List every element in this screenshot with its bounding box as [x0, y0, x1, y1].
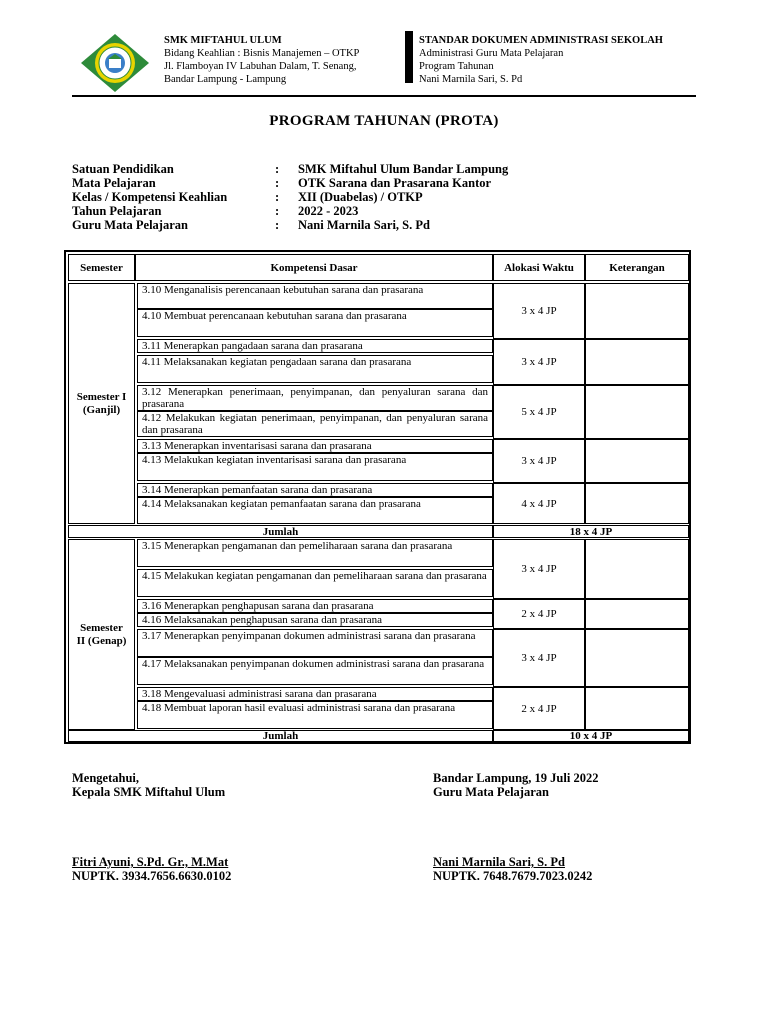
- info-value: SMK Miftahul Ulum Bandar Lampung: [298, 162, 509, 176]
- info-colon: :: [275, 190, 280, 204]
- info-label: Satuan Pendidikan: [72, 162, 174, 176]
- alokasi-cell: 4 x 4 JP: [493, 483, 585, 524]
- alokasi-cell: 3 x 4 JP: [493, 629, 585, 687]
- sign-right-line-1: Bandar Lampung, 19 Juli 2022: [433, 771, 599, 785]
- semester-2-label: Semester II (Genap): [68, 539, 135, 730]
- info-value: Nani Marnila Sari, S. Pd: [298, 218, 430, 232]
- alokasi-cell: 2 x 4 JP: [493, 687, 585, 730]
- prota-table: [64, 250, 691, 744]
- jumlah-total: 18 x 4 JP: [493, 525, 689, 538]
- standard-line-3: Nani Marnila Sari, S. Pd: [419, 74, 523, 85]
- sign-right-line-2: Guru Mata Pelajaran: [433, 785, 549, 799]
- alokasi-cell: 3 x 4 JP: [493, 439, 585, 483]
- info-value: XII (Duabelas) / OTKP: [298, 190, 423, 204]
- kd-row: 4.18 Membuat laporan hasil evaluasi administrasi sarana dan prasarana: [137, 701, 493, 729]
- kd-row: 4.13 Melakukan kegiatan inventarisasi sarana dan prasarana: [137, 453, 493, 481]
- header-semester: Semester: [68, 254, 135, 281]
- kd-row: 3.10 Menganalisis perencanaan kebutuhan sarana dan prasarana: [137, 283, 493, 309]
- sign-left-nuptk: NUPTK. 3934.7656.6630.0102: [72, 869, 232, 883]
- standard-line-1: Administrasi Guru Mata Pelajaran: [419, 48, 564, 59]
- info-colon: :: [275, 204, 280, 218]
- semester-1-label: Semester I (Ganjil): [68, 283, 135, 524]
- document-header: [72, 31, 696, 97]
- info-colon: :: [275, 218, 280, 232]
- school-field: Bidang Keahlian : Bisnis Manajemen – OTKP: [164, 48, 360, 59]
- sign-left-line-2: Kepala SMK Miftahul Ulum: [72, 785, 226, 799]
- jumlah-label: Jumlah: [68, 525, 493, 538]
- kd-row: 3.14 Menerapkan pemanfaatan sarana dan prasarana: [137, 483, 493, 497]
- info-value: OTK Sarana dan Prasarana Kantor: [298, 176, 492, 190]
- sign-left-name: Fitri Ayuni, S.Pd. Gr., M.Mat: [72, 855, 229, 869]
- keterangan-cell: [585, 385, 689, 439]
- keterangan-cell: [585, 539, 689, 599]
- kd-row: 3.12 Menerapkan penerimaan, penyimpanan, dan penyaluran sarana dan prasarana: [137, 385, 493, 411]
- school-address-1: Jl. Flamboyan IV Labuhan Dalam, T. Senang,: [164, 61, 357, 72]
- keterangan-cell: [585, 339, 689, 385]
- keterangan-cell: [585, 687, 689, 730]
- kd-row: 4.17 Melaksanakan penyimpanan dokumen administrasi sarana dan prasarana: [137, 657, 493, 685]
- signature-left: [72, 771, 225, 799]
- info-label: Kelas / Kompetensi Keahlian: [72, 190, 228, 204]
- alokasi-cell: 3 x 4 JP: [493, 339, 585, 385]
- info-colon: :: [275, 176, 280, 190]
- kd-row: 3.17 Menerapkan penyimpanan dokumen administrasi sarana dan prasarana: [137, 629, 493, 657]
- keterangan-cell: [585, 599, 689, 629]
- standard-title: STANDAR DOKUMEN ADMINISTRASI SEKOLAH: [419, 35, 663, 46]
- kd-row: 3.16 Menerapkan penghapusan sarana dan prasarana: [137, 599, 493, 613]
- keterangan-cell: [585, 629, 689, 687]
- info-colon: :: [275, 162, 280, 176]
- header-kompetensi-dasar: Kompetensi Dasar: [135, 254, 493, 281]
- sign-left-line-1: Mengetahui,: [72, 771, 140, 785]
- kd-row: 4.12 Melakukan kegiatan penerimaan, penyimpanan, dan penyaluran sarana dan prasarana: [137, 411, 493, 437]
- jumlah-total: 10 x 4 JP: [493, 730, 689, 742]
- kd-row: 3.11 Menerapkan pangadaan sarana dan prasarana: [137, 339, 493, 353]
- kd-row: 4.16 Melaksanakan penghapusan sarana dan prasarana: [137, 613, 493, 627]
- info-label: Mata Pelajaran: [72, 176, 156, 190]
- header-keterangan: Keterangan: [585, 254, 689, 281]
- keterangan-cell: [585, 439, 689, 483]
- standard-line-2: Program Tahunan: [419, 61, 494, 72]
- jumlah-label: Jumlah: [68, 730, 493, 742]
- alokasi-cell: 5 x 4 JP: [493, 385, 585, 439]
- kd-row: 3.13 Menerapkan inventarisasi sarana dan prasarana: [137, 439, 493, 453]
- alokasi-cell: 2 x 4 JP: [493, 599, 585, 629]
- header-divider: [405, 31, 413, 83]
- school-address-2: Bandar Lampung - Lampung: [164, 74, 287, 85]
- signature-right-name-block: [433, 855, 592, 883]
- school-logo-icon: [78, 33, 152, 93]
- info-value: 2022 - 2023: [298, 204, 359, 218]
- signature-right: [433, 771, 598, 799]
- keterangan-cell: [585, 283, 689, 339]
- kd-row: 4.14 Melaksanakan kegiatan pemanfaatan sarana dan prasarana: [137, 497, 493, 524]
- document-title: PROGRAM TAHUNAN (PROTA): [269, 113, 499, 129]
- kd-row: 4.10 Membuat perencanaan kebutuhan sarana dan prasarana: [137, 309, 493, 337]
- keterangan-cell: [585, 483, 689, 524]
- kd-row: 3.18 Mengevaluasi administrasi sarana dan prasarana: [137, 687, 493, 701]
- kd-row: 4.11 Melaksanakan kegiatan pengadaan sarana dan prasarana: [137, 355, 493, 383]
- alokasi-cell: 3 x 4 JP: [493, 283, 585, 339]
- kd-row: 4.15 Melakukan kegiatan pengamanan dan pemeliharaan sarana dan prasarana: [137, 569, 493, 597]
- school-info: [164, 34, 359, 86]
- standard-info: [419, 34, 663, 86]
- kd-row: 3.15 Menerapkan pengamanan dan pemeliharaan sarana dan prasarana: [137, 539, 493, 567]
- alokasi-cell: 3 x 4 JP: [493, 539, 585, 599]
- info-label: Guru Mata Pelajaran: [72, 218, 188, 232]
- info-label: Tahun Pelajaran: [72, 204, 162, 218]
- signature-left-name-block: [72, 855, 231, 883]
- header-alokasi-waktu: Alokasi Waktu: [493, 254, 585, 281]
- sign-right-nuptk: NUPTK. 7648.7679.7023.0242: [433, 869, 593, 883]
- sign-right-name: Nani Marnila Sari, S. Pd: [433, 855, 565, 869]
- school-name: SMK MIFTAHUL ULUM: [164, 35, 282, 46]
